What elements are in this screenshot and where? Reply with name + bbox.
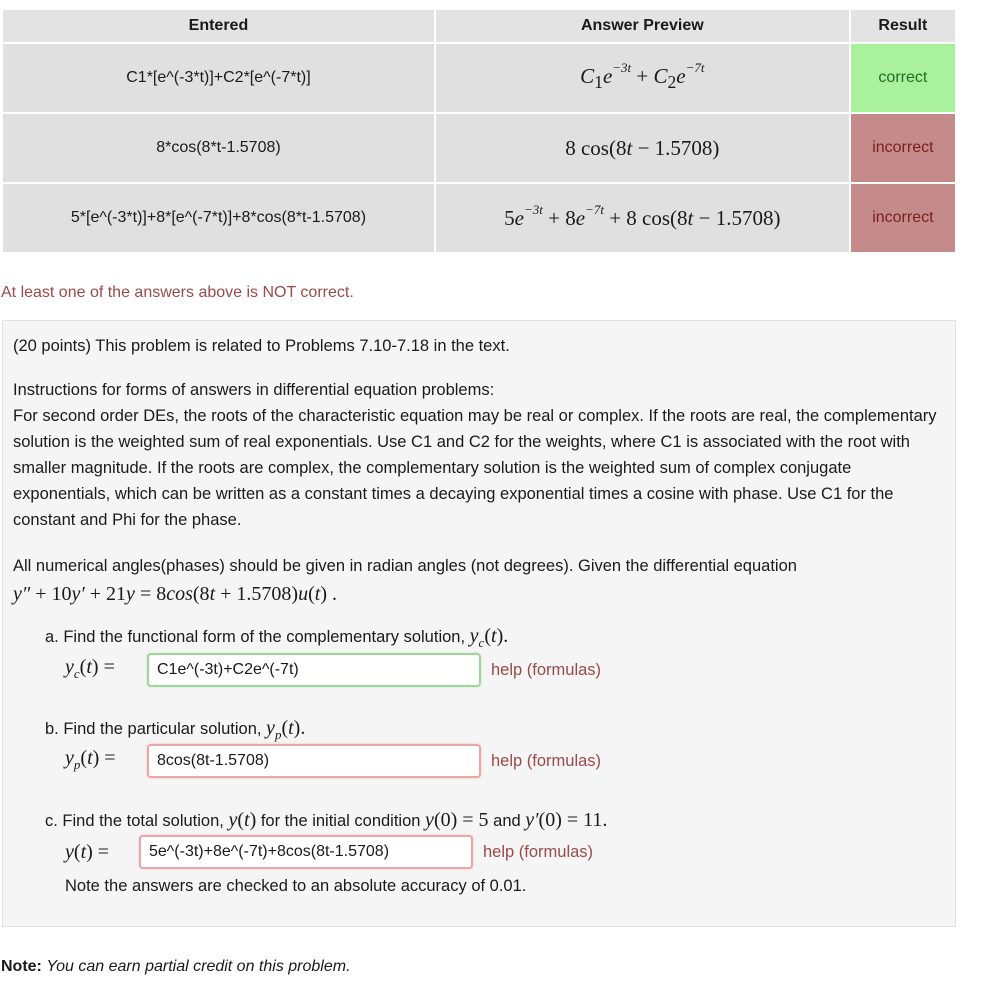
- part-b-help-link[interactable]: help (formulas): [491, 752, 602, 770]
- accuracy-note: Note the answers are checked to an absolute accuracy of 0.01.: [65, 877, 527, 895]
- part-b-lhs: $y_p(t)$ =: [65, 746, 116, 772]
- angles-note: All numerical angles(phases) should be given in radian angles (not degrees). Given the differential equation: [13, 557, 797, 575]
- warning-message: At least one of the answers above is NOT correct.: [1, 284, 354, 301]
- answer-preview-cell: 8 cos(8t − 1.5708): [435, 113, 850, 183]
- partial-credit-note: [1, 958, 351, 976]
- entered-cell: 8*cos(8*t-1.5708): [2, 113, 435, 183]
- part-b-prompt: b. Find the particular solution, $y_p(t)$.: [45, 717, 306, 742]
- part-a-lhs: $y_c(t)$ =: [65, 655, 115, 681]
- result-badge: correct: [850, 43, 956, 113]
- part-a-prompt: a. Find the functional form of the complementary solution, $y_c(t)$.: [45, 625, 509, 650]
- part-b-answer-row: [65, 742, 601, 780]
- problem-title: (20 points) This problem is related to Problems 7.10-7.18 in the text.: [13, 337, 510, 355]
- table-row: [2, 183, 956, 253]
- part-c-prompt: c. Find the total solution, y(t) for the initial condition y(0) = 5 and y′(0) = 11.: [45, 809, 608, 831]
- table-row: [2, 43, 956, 113]
- entered-cell: 5*[e^(-3*t)]+8*[e^(-7*t)]+8*cos(8*t-1.5708): [2, 183, 435, 253]
- answer-preview-cell: $C_1e^{-3t} + C_2e^{-7t}$: [435, 43, 850, 113]
- instructions: [13, 377, 938, 533]
- note-text: You can earn partial credit on this problem.: [46, 958, 351, 975]
- entered-cell: C1*[e^(-3*t)]+C2*[e^(-7*t)]: [2, 43, 435, 113]
- part-b-input[interactable]: [147, 744, 481, 778]
- part-a-help-link[interactable]: help (formulas): [491, 661, 602, 679]
- header-result: Result: [850, 9, 956, 43]
- results-header-row: [2, 9, 956, 43]
- part-a-answer-row: [65, 651, 601, 689]
- result-badge: incorrect: [850, 183, 956, 253]
- table-row: [2, 113, 956, 183]
- part-c-answer-row: [65, 833, 593, 871]
- part-a-input[interactable]: [147, 653, 481, 687]
- part-c-input[interactable]: [139, 835, 473, 869]
- results-table: [1, 8, 957, 254]
- part-c-lhs: y(t) =: [65, 841, 110, 863]
- instructions-heading: Instructions for forms of answers in differential equation problems:: [13, 381, 495, 399]
- note-label: Note:: [1, 958, 42, 975]
- differential-equation: y″ + 10y′ + 21y = 8cos(8t + 1.5708)u(t) .: [13, 583, 337, 605]
- header-entered: Entered: [2, 9, 435, 43]
- header-answer-preview: Answer Preview: [435, 9, 850, 43]
- result-badge: incorrect: [850, 113, 956, 183]
- answer-preview-cell: $5e^{-3t} + 8e^{-7t} + 8$ cos(8t − 1.5708): [435, 183, 850, 253]
- instructions-body: For second order DEs, the roots of the characteristic equation may be real or complex. If the roots are real, the complementary solution is the weighted sum of real exponentials. Use C1 and C2 for the weights, where C1 is associated with the root with smaller magnitude. If the roots are complex, the complementary solution is the weighted sum of complex conjugate exponentials, which can be written as a constant times a decaying exponential times a cosine with phase. Use C1 for the constant and Phi for the phase.: [13, 407, 937, 529]
- part-c-help-link[interactable]: help (formulas): [483, 843, 594, 861]
- problem-box: [2, 320, 956, 927]
